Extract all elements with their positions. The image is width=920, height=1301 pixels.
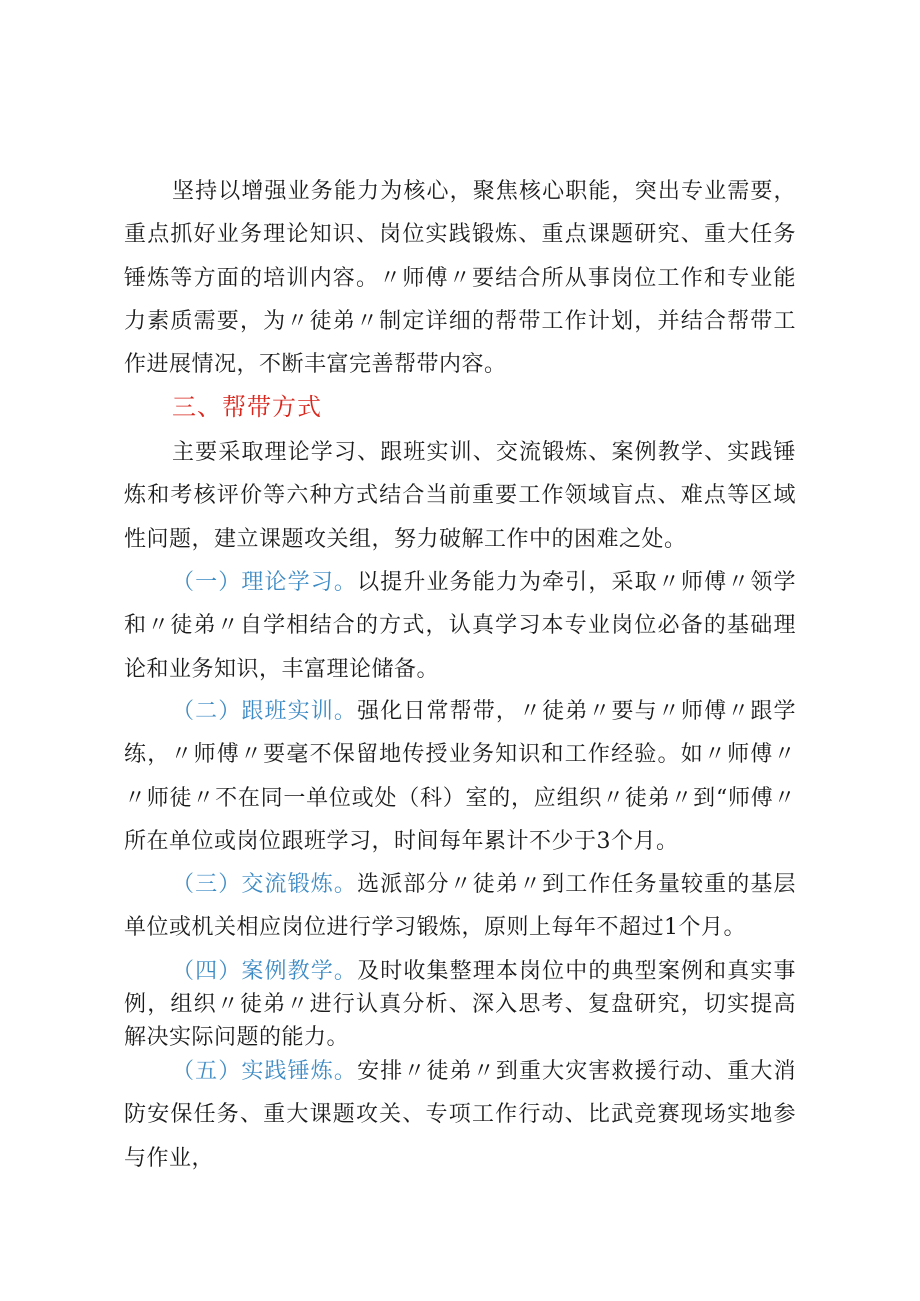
item-text-theory-study: 以提升业务能力为牵引，采取〃师傅〃领学和〃徒弟〃自学相结合的方式，认真学习本专业岗位必备的基础理论和业务知识，丰富理论储备。: [124, 570, 796, 682]
paragraph-training-content: 坚持以增强业务能力为核心，聚焦核心职能，突出专业需要，重点抓好业务理论知识、岗位实践锻炼、重点课题研究、重大任务锤炼等方面的培训内容。〃师傅〃要结合所从事岗位工作和专业能力素质需要，为〃徒弟〃制定详细的帮带工作计划，并结合帮带工作进展情况，不断丰富完善帮带内容。: [124, 179, 796, 378]
item-case-teaching: [124, 955, 796, 1054]
item-text-case-teaching: 及时收集整理本岗位中的典型案例和真实事例，组织〃徒弟〃进行认真分析、深入思考、复盘研究，切实提高解决实际问题的能力。: [124, 959, 796, 1050]
item-field-practice: [124, 1050, 796, 1180]
item-exchange-practice: [124, 863, 796, 950]
paragraph-methods-overview: 主要采取理论学习、跟班实训、交流锻炼、案例教学、实践锤炼和考核评价等六种方式结合当前重要工作领域盲点、难点等区域性问题，建立课题攻关组，努力破解工作中的困难之处。: [124, 440, 796, 552]
item-text-exchange-practice: 选派部分〃徒弟〃到工作任务量较重的基层单位或机关相应岗位进行学习锻炼，原则上每年不超过1个月。: [124, 872, 796, 941]
section-heading-mentoring-methods: 三、帮带方式: [172, 393, 322, 421]
item-text-shadow-training: 强化日常帮带，〃徒弟〃要与〃师傅〃跟学练，〃师傅〃要毫不保留地传授业务知识和工作经验。如〃师傅〃〃师徒〃不在同一单位或处（科）室的，应组织〃徒弟〃到“师傅〃所在单位或岗位跟班学习，时间每年累计不少于3个月。: [124, 699, 796, 854]
item-label-theory-study: （一）理论学习。: [172, 570, 358, 595]
item-text-field-practice: 安排〃徒弟〃到重大灾害救援行动、重大消防安保任务、重大课题攻关、专项工作行动、比武竞赛现场实地参与作业，: [124, 1059, 796, 1171]
item-label-field-practice: （五）实践锤炼。: [172, 1059, 358, 1084]
item-label-exchange-practice: （三）交流锻炼。: [172, 872, 358, 897]
item-shadow-training: [124, 690, 796, 863]
item-label-case-teaching: （四）案例教学。: [172, 959, 358, 984]
item-label-shadow-training: （二）跟班实训。: [172, 699, 358, 724]
item-theory-study: [124, 561, 796, 691]
